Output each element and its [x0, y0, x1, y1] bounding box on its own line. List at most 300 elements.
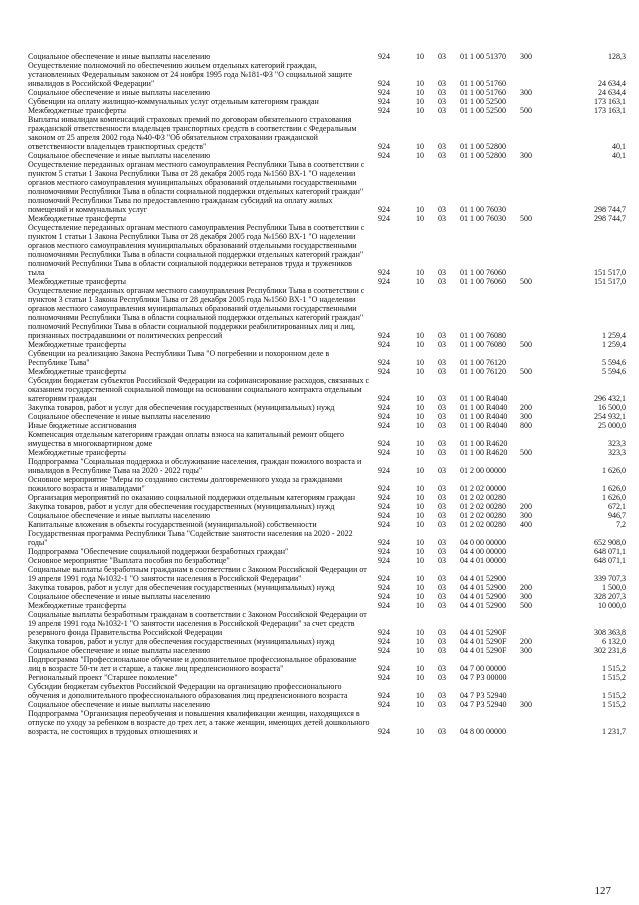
row-glv: 924: [378, 484, 390, 493]
row-pr: 03: [438, 412, 446, 421]
row-pr: 03: [438, 637, 446, 646]
row-name: Закупка товаров, работ и услуг для обеспечения государственных (муниципальных) нужд: [28, 403, 335, 412]
row-name: Подпрограмма "Организация переобучения и повышения квалификации женщин, находящихся в отпуске по уходу за ребенком в возрасте до трех лет, а также женщин, имеющих детей дошкольного возраста, не состоящих в трудовых отношениях и: [28, 709, 370, 736]
row-pr: 03: [438, 484, 446, 493]
row-vr: 500: [520, 277, 532, 286]
row-csr: 01 1 00 76080: [460, 331, 506, 340]
row-glv: 924: [378, 52, 390, 61]
table-row: [28, 547, 626, 556]
row-sum: 1 231,7: [602, 727, 626, 736]
row-rz: 10: [416, 691, 424, 700]
row-pr: 03: [438, 421, 446, 430]
row-csr: 01 1 00 51760: [460, 79, 506, 88]
row-name: Осуществление переданных органам местного самоуправления Республики Тыва в соответствии с пунктом 1 статьи 1 Закона Республики Тыва от 28 декабря 2005 года №1560 ВХ-1 "О наделении органов местного самоуправления муниципальных образований отдельными государственными полномочиями Республики Тыва в области социальной поддержки отдельных категорий граждан" полномочий Республики Тыва в области социальной поддержки ветеранов труда и тружеников тыла: [28, 223, 365, 277]
row-csr: 04 7 P3 52940: [460, 691, 507, 700]
row-rz: 10: [416, 664, 424, 673]
row-name: Основное мероприятие "Выплата пособия по безработице": [28, 556, 230, 565]
row-glv: 924: [378, 340, 390, 349]
row-rz: 10: [416, 52, 424, 61]
table-row: [28, 673, 626, 682]
table-row: [28, 286, 626, 340]
row-rz: 10: [416, 493, 424, 502]
row-csr: 04 4 01 5290F: [460, 637, 507, 646]
row-name: Подпрограмма "Обеспечение социальной поддержки безработных граждан": [28, 547, 289, 556]
row-glv: 924: [378, 394, 390, 403]
row-rz: 10: [416, 601, 424, 610]
table-row: [28, 646, 626, 655]
row-vr: 300: [520, 88, 532, 97]
table-row: [28, 340, 626, 349]
row-rz: 10: [416, 673, 424, 682]
row-sum: 1 626,0: [602, 493, 626, 502]
row-csr: 01 1 00 76030: [460, 205, 506, 214]
row-pr: 03: [438, 214, 446, 223]
row-csr: 01 2 00 00000: [460, 466, 506, 475]
row-name: Социальное обеспечение и иные выплаты населению: [28, 412, 211, 421]
table-row: [28, 277, 626, 286]
row-rz: 10: [416, 502, 424, 511]
row-sum: 1 515,2: [602, 664, 626, 673]
row-rz: 10: [416, 268, 424, 277]
table-row: [28, 709, 626, 736]
row-pr: 03: [438, 340, 446, 349]
row-csr: 01 1 00 52800: [460, 142, 506, 151]
row-csr: 01 1 00 52500: [460, 106, 506, 115]
row-pr: 03: [438, 439, 446, 448]
row-csr: 04 4 01 00000: [460, 556, 506, 565]
row-sum: 24 634,4: [598, 88, 626, 97]
row-csr: 01 1 00 R4040: [460, 421, 508, 430]
row-rz: 10: [416, 583, 424, 592]
row-sum: 128,3: [608, 52, 626, 61]
row-sum: 339 707,3: [594, 574, 626, 583]
row-csr: 01 2 02 00280: [460, 511, 506, 520]
row-csr: 01 1 00 R4040: [460, 412, 508, 421]
row-glv: 924: [378, 574, 390, 583]
table-row: [28, 151, 626, 160]
row-sum: 328 207,3: [594, 592, 626, 601]
row-name: Субсидии бюджетам субъектов Российской Федерации на организацию профессионального обучения и дополнительного профессионального образования лиц предпенсионного возраста: [28, 682, 348, 700]
row-glv: 924: [378, 106, 390, 115]
table-row: [28, 448, 626, 457]
row-rz: 10: [416, 106, 424, 115]
row-vr: 300: [520, 52, 532, 61]
row-pr: 03: [438, 538, 446, 547]
row-csr: 01 1 00 R4040: [460, 403, 508, 412]
row-vr: 200: [520, 583, 532, 592]
row-csr: 01 1 00 R4620: [460, 439, 508, 448]
row-rz: 10: [416, 214, 424, 223]
row-pr: 03: [438, 700, 446, 709]
row-name: Иные бюджетные ассигнования: [28, 421, 137, 430]
table-row: [28, 583, 626, 592]
row-sum: 40,1: [612, 142, 626, 151]
row-rz: 10: [416, 88, 424, 97]
table-row: [28, 349, 626, 367]
row-glv: 924: [378, 88, 390, 97]
table-row: [28, 565, 626, 583]
table-row: [28, 412, 626, 421]
row-pr: 03: [438, 151, 446, 160]
row-glv: 924: [378, 97, 390, 106]
row-csr: 04 0 00 00000: [460, 538, 506, 547]
table-row: [28, 502, 626, 511]
row-vr: 300: [520, 511, 532, 520]
row-pr: 03: [438, 97, 446, 106]
row-pr: 03: [438, 106, 446, 115]
row-pr: 03: [438, 331, 446, 340]
row-pr: 03: [438, 583, 446, 592]
row-rz: 10: [416, 448, 424, 457]
row-sum: 1 500,0: [602, 583, 626, 592]
row-csr: 01 1 00 76120: [460, 367, 506, 376]
row-pr: 03: [438, 601, 446, 610]
row-csr: 01 2 02 00000: [460, 484, 506, 493]
table-row: [28, 529, 626, 547]
row-glv: 924: [378, 412, 390, 421]
row-sum: 648 071,1: [594, 547, 626, 556]
row-vr: 300: [520, 592, 532, 601]
row-sum: 25 000,0: [598, 421, 626, 430]
row-rz: 10: [416, 412, 424, 421]
row-pr: 03: [438, 673, 446, 682]
row-name: Субсидии бюджетам субъектов Российской Федерации на софинансирование расходов, связанных с оказанием государственной социальной помощи на основании социального контракта отдельным категориям граждан: [28, 376, 370, 403]
row-csr: 01 2 02 00280: [460, 520, 506, 529]
row-glv: 924: [378, 601, 390, 610]
row-rz: 10: [416, 79, 424, 88]
row-rz: 10: [416, 97, 424, 106]
row-rz: 10: [416, 421, 424, 430]
row-csr: 01 1 00 R4620: [460, 448, 508, 457]
row-name: Закупка товаров, работ и услуг для обеспечения государственных (муниципальных) нужд: [28, 583, 335, 592]
row-glv: 924: [378, 421, 390, 430]
row-sum: 308 363,8: [594, 628, 626, 637]
row-sum: 254 932,1: [594, 412, 626, 421]
row-csr: 01 1 00 52800: [460, 151, 506, 160]
row-rz: 10: [416, 511, 424, 520]
row-glv: 924: [378, 556, 390, 565]
row-csr: 04 4 01 52900: [460, 574, 506, 583]
row-vr: 400: [520, 520, 532, 529]
row-vr: 200: [520, 403, 532, 412]
row-vr: 500: [520, 106, 532, 115]
table-row: [28, 520, 626, 529]
row-csr: 01 1 00 51370: [460, 52, 506, 61]
row-pr: 03: [438, 511, 446, 520]
row-csr: 01 1 00 R4040: [460, 394, 508, 403]
row-sum: 302 231,8: [594, 646, 626, 655]
row-sum: 652 908,0: [594, 538, 626, 547]
row-rz: 10: [416, 484, 424, 493]
table-row: [28, 88, 626, 97]
row-pr: 03: [438, 547, 446, 556]
row-csr: 04 4 01 5290F: [460, 646, 507, 655]
row-sum: 151 517,0: [594, 277, 626, 286]
row-pr: 03: [438, 52, 446, 61]
row-vr: 500: [520, 601, 532, 610]
row-name: Социальное обеспечение и иные выплаты населению: [28, 52, 211, 61]
row-name: Субвенции на реализацию Закона Республики Тыва "О погребении и похоронном деле в Республике Тыва": [28, 349, 330, 367]
row-rz: 10: [416, 637, 424, 646]
row-rz: 10: [416, 205, 424, 214]
row-pr: 03: [438, 664, 446, 673]
row-sum: 1 515,2: [602, 691, 626, 700]
row-sum: 1 626,0: [602, 466, 626, 475]
row-glv: 924: [378, 628, 390, 637]
row-glv: 924: [378, 664, 390, 673]
row-vr: 200: [520, 637, 532, 646]
table-row: [28, 682, 626, 700]
row-glv: 924: [378, 448, 390, 457]
row-csr: 01 2 02 00280: [460, 502, 506, 511]
row-sum: 1 515,2: [602, 700, 626, 709]
table-row: [28, 52, 626, 61]
row-rz: 10: [416, 367, 424, 376]
table-row: [28, 115, 626, 151]
row-csr: 04 4 01 5290F: [460, 628, 507, 637]
row-pr: 03: [438, 403, 446, 412]
row-name: Осуществление переданных органам местного самоуправления Республики Тыва в соответствии с пунктом 5 статьи 1 Закона Республики Тыва от 28 декабря 2005 года №1560 ВХ-1 "О наделении органов местного самоуправления муниципальных образований отдельными государственными полномочиями Республики Тыва в области социальной поддержки отдельных категорий граждан" полномочий Республики Тыва по предоставлению гражданам субсидий на оплату жилых помещений и коммунальных услуг: [28, 160, 365, 214]
row-rz: 10: [416, 466, 424, 475]
row-name: Межбюджетные трансферты: [28, 448, 126, 457]
row-sum: 1 626,0: [602, 484, 626, 493]
row-sum: 1 259,4: [602, 331, 626, 340]
row-glv: 924: [378, 583, 390, 592]
row-glv: 924: [378, 502, 390, 511]
row-csr: 01 1 00 52500: [460, 97, 506, 106]
row-csr: 04 4 01 52900: [460, 592, 506, 601]
row-sum: 7,2: [616, 520, 626, 529]
row-sum: 5 594,6: [602, 358, 626, 367]
row-rz: 10: [416, 151, 424, 160]
page-number: 127: [594, 885, 611, 897]
row-pr: 03: [438, 394, 446, 403]
row-name: Осуществление переданных органам местного самоуправления Республики Тыва в соответствии с пунктом 3 статьи 1 Закона Республики Тыва от 28 декабря 2005 года №1560 ВХ-1 "О наделении органов местного самоуправления муниципальных образований отдельными государственными полномочиями Республики Тыва в области социальной поддержки отдельных категорий граждан" полномочий Республики Тыва в области социальной поддержки реабилитированных лиц и лиц, признанных пострадавшими от политических репрессий: [28, 286, 365, 340]
row-glv: 924: [378, 727, 390, 736]
row-csr: 04 7 P3 52940: [460, 700, 507, 709]
row-sum: 173 163,1: [594, 97, 626, 106]
row-glv: 924: [378, 214, 390, 223]
row-pr: 03: [438, 691, 446, 700]
row-glv: 924: [378, 538, 390, 547]
row-vr: 200: [520, 502, 532, 511]
row-glv: 924: [378, 277, 390, 286]
row-name: Капитальные вложения в объекты государственной (муниципальной) собственности: [28, 520, 317, 529]
row-csr: 01 1 00 76060: [460, 277, 506, 286]
row-name: Социальное обеспечение и иные выплаты населению: [28, 511, 211, 520]
row-glv: 924: [378, 520, 390, 529]
row-name: Региональный проект "Старшее поколение": [28, 673, 178, 682]
row-name: Подпрограмма "Профессиональное обучение и дополнительное профессиональное образование лиц в возрасте 50-ти лет и старше, а также лиц предпенсионного возраста": [28, 655, 357, 673]
table-row: [28, 610, 626, 637]
row-pr: 03: [438, 448, 446, 457]
row-sum: 173 163,1: [594, 106, 626, 115]
row-pr: 03: [438, 466, 446, 475]
row-glv: 924: [378, 439, 390, 448]
row-name: Межбюджетные трансферты: [28, 277, 126, 286]
row-name: Социальное обеспечение и иные выплаты населению: [28, 88, 211, 97]
row-vr: 500: [520, 340, 532, 349]
row-sum: 323,3: [608, 439, 626, 448]
table-row: [28, 421, 626, 430]
table-row: [28, 403, 626, 412]
row-name: Социальное обеспечение и иные выплаты населению: [28, 151, 211, 160]
row-sum: 5 594,6: [602, 367, 626, 376]
row-glv: 924: [378, 646, 390, 655]
row-glv: 924: [378, 403, 390, 412]
row-glv: 924: [378, 151, 390, 160]
row-csr: 04 4 00 00000: [460, 547, 506, 556]
row-name: Закупка товаров, работ и услуг для обеспечения государственных (муниципальных) нужд: [28, 637, 335, 646]
row-csr: 01 1 00 76120: [460, 358, 506, 367]
row-csr: 01 1 00 76030: [460, 214, 506, 223]
row-name: Выплаты инвалидам компенсаций страховых премий по договорам обязательного страхования гражданской ответственности владельцев транспортных средств в соответствии с Федеральным законом от 25 апреля 2002 года №40-ФЗ "Об обязательном страховании гражданской ответственности владельцев транспортных средств": [28, 115, 357, 151]
row-glv: 924: [378, 547, 390, 556]
row-glv: 924: [378, 493, 390, 502]
row-rz: 10: [416, 358, 424, 367]
row-glv: 924: [378, 331, 390, 340]
row-glv: 924: [378, 79, 390, 88]
row-rz: 10: [416, 547, 424, 556]
row-name: Межбюджетные трансферты: [28, 106, 126, 115]
row-vr: 500: [520, 367, 532, 376]
row-sum: 672,1: [608, 502, 626, 511]
row-name: Межбюджетные трансферты: [28, 601, 126, 610]
row-rz: 10: [416, 331, 424, 340]
row-rz: 10: [416, 727, 424, 736]
row-name: Социальные выплаты безработным гражданам в соответствии с Законом Российской Федерации от 19 апреля 1991 года №1032-1 "О занятости населения в Российской Федерации": [28, 565, 367, 583]
table-row: [28, 106, 626, 115]
table-row: [28, 223, 626, 277]
row-sum: 946,7: [608, 511, 626, 520]
row-rz: 10: [416, 277, 424, 286]
table-row: [28, 556, 626, 565]
row-pr: 03: [438, 367, 446, 376]
row-rz: 10: [416, 592, 424, 601]
row-pr: 03: [438, 520, 446, 529]
row-sum: 298 744,7: [594, 205, 626, 214]
row-vr: 300: [520, 412, 532, 421]
row-rz: 10: [416, 628, 424, 637]
table-row: [28, 214, 626, 223]
table-row: [28, 457, 626, 475]
row-csr: 01 1 00 76060: [460, 268, 506, 277]
row-glv: 924: [378, 142, 390, 151]
table-row: [28, 493, 626, 502]
table-row: [28, 511, 626, 520]
row-glv: 924: [378, 466, 390, 475]
row-name: Социальное обеспечение и иные выплаты населению: [28, 592, 211, 601]
row-csr: 04 4 01 52900: [460, 583, 506, 592]
row-rz: 10: [416, 439, 424, 448]
table-row: [28, 700, 626, 709]
row-pr: 03: [438, 142, 446, 151]
row-csr: 01 1 00 76080: [460, 340, 506, 349]
row-pr: 03: [438, 493, 446, 502]
row-csr: 04 4 01 52900: [460, 601, 506, 610]
row-sum: 298 744,7: [594, 214, 626, 223]
row-name: Государственная программа Республики Тыва "Содействие занятости населения на 2020 - 2022 годы": [28, 529, 353, 547]
row-name: Межбюджетные трансферты: [28, 340, 126, 349]
row-rz: 10: [416, 142, 424, 151]
row-pr: 03: [438, 502, 446, 511]
row-sum: 296 432,1: [594, 394, 626, 403]
row-sum: 1 259,4: [602, 340, 626, 349]
row-pr: 03: [438, 727, 446, 736]
row-name: Субвенции на оплату жилищно-коммунальных услуг отдельным категориям граждан: [28, 97, 319, 106]
row-pr: 03: [438, 646, 446, 655]
row-pr: 03: [438, 277, 446, 286]
row-glv: 924: [378, 358, 390, 367]
table-row: [28, 97, 626, 106]
row-glv: 924: [378, 511, 390, 520]
row-name: Социальное обеспечение и иные выплаты населению: [28, 700, 211, 709]
row-vr: 300: [520, 151, 532, 160]
table-row: [28, 160, 626, 214]
row-sum: 1 515,2: [602, 673, 626, 682]
row-sum: 40,1: [612, 151, 626, 160]
row-sum: 24 634,4: [598, 79, 626, 88]
row-glv: 924: [378, 205, 390, 214]
row-rz: 10: [416, 556, 424, 565]
row-pr: 03: [438, 88, 446, 97]
row-sum: 151 517,0: [594, 268, 626, 277]
row-rz: 10: [416, 574, 424, 583]
row-sum: 16 500,0: [598, 403, 626, 412]
row-glv: 924: [378, 673, 390, 682]
table-row: [28, 592, 626, 601]
table-row: [28, 61, 626, 88]
table-row: [28, 376, 626, 403]
budget-table: [28, 52, 626, 736]
row-pr: 03: [438, 205, 446, 214]
row-rz: 10: [416, 520, 424, 529]
table-row: [28, 601, 626, 610]
row-csr: 04 7 00 00000: [460, 664, 506, 673]
row-vr: 500: [520, 214, 532, 223]
row-csr: 01 1 00 51760: [460, 88, 506, 97]
table-row: [28, 475, 626, 493]
row-vr: 500: [520, 448, 532, 457]
row-glv: 924: [378, 691, 390, 700]
row-rz: 10: [416, 403, 424, 412]
row-name: Закупка товаров, работ и услуг для обеспечения государственных (муниципальных) нужд: [28, 502, 335, 511]
row-name: Организация мероприятий по оказанию социальной поддержки отдельным категориям граждан: [28, 493, 356, 502]
row-pr: 03: [438, 592, 446, 601]
row-csr: 04 8 00 00000: [460, 727, 506, 736]
table-row: [28, 637, 626, 646]
row-sum: 10 000,0: [598, 601, 626, 610]
row-glv: 924: [378, 268, 390, 277]
row-rz: 10: [416, 700, 424, 709]
row-name: Подпрограмма "Социальная поддержка и обслуживание населения, граждан пожилого возраста и инвалидов в Республике Тыва на 2020 - 2022 годы": [28, 457, 362, 475]
row-rz: 10: [416, 538, 424, 547]
row-name: Социальные выплаты безработным гражданам в соответствии с Законом Российской Федерации от 19 апреля 1991 года №1032-1 "О занятости населения в Российской Федерации" за счет средств резервного фонда Правительства Российской Федерации: [28, 610, 367, 637]
row-name: Социальное обеспечение и иные выплаты населению: [28, 646, 211, 655]
row-glv: 924: [378, 637, 390, 646]
row-vr: 300: [520, 700, 532, 709]
row-pr: 03: [438, 556, 446, 565]
row-vr: 300: [520, 646, 532, 655]
row-glv: 924: [378, 700, 390, 709]
row-name: Межбюджетные трансферты: [28, 214, 126, 223]
row-vr: 800: [520, 421, 532, 430]
table-row: [28, 367, 626, 376]
row-sum: 6 132,0: [602, 637, 626, 646]
row-pr: 03: [438, 358, 446, 367]
row-glv: 924: [378, 367, 390, 376]
row-sum: 648 071,1: [594, 556, 626, 565]
